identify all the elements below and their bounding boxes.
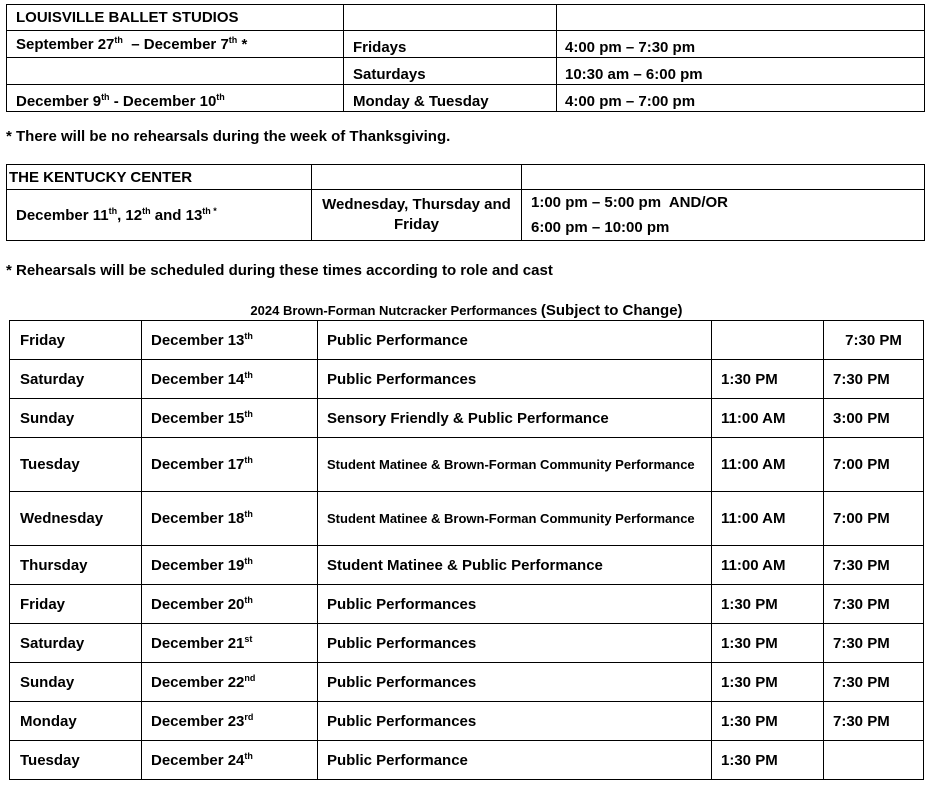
date-cell: December 20th (142, 585, 318, 624)
studios-title: LOUISVILLE BALLET STUDIOS (7, 5, 344, 31)
date-cell: December 21st (142, 624, 318, 663)
days: Monday & Tuesday (344, 85, 557, 112)
empty-cell (344, 5, 557, 31)
event-cell: Public Performances (318, 360, 712, 399)
date-cell: December 13th (142, 321, 318, 360)
event-cell: Sensory Friendly & Public Performance (318, 399, 712, 438)
time-cell: 11:00 AM (712, 399, 824, 438)
time-cell: 11:00 AM (712, 546, 824, 585)
day-cell: Tuesday (10, 741, 142, 780)
time-cell: 1:30 PM (712, 663, 824, 702)
days: Wednesday, Thursday and Friday (312, 190, 522, 241)
time-slot: 1:00 pm – 5:00 pm AND/OR (531, 194, 728, 211)
time-cell: 11:00 AM (712, 438, 824, 492)
day-cell: Friday (10, 585, 142, 624)
performances-table (9, 320, 924, 780)
date-cell: December 17th (142, 438, 318, 492)
table-row (7, 31, 925, 58)
event-cell: Public Performance (318, 741, 712, 780)
table-row (10, 663, 924, 702)
day-cell: Sunday (10, 399, 142, 438)
table-row (7, 190, 925, 241)
date-range: September 27th – December 7th * (7, 31, 344, 58)
time-cell (712, 321, 824, 360)
times: 4:00 pm – 7:30 pm (557, 31, 925, 58)
empty-cell (7, 58, 344, 85)
table-row (10, 360, 924, 399)
rehearsal-note: * Rehearsals will be scheduled during these times according to role and cast (6, 262, 553, 279)
time-cell: 7:30 PM (824, 702, 924, 741)
time-cell (824, 741, 924, 780)
time-cell: 7:30 PM (824, 360, 924, 399)
time-cell: 3:00 PM (824, 399, 924, 438)
day-cell: Friday (10, 321, 142, 360)
time-cell: 1:30 PM (712, 585, 824, 624)
date-cell: December 22nd (142, 663, 318, 702)
event-cell: Student Matinee & Brown-Forman Community Performance (318, 438, 712, 492)
time-slot: 6:00 pm – 10:00 pm (531, 219, 670, 236)
table-row (10, 702, 924, 741)
times (522, 190, 925, 241)
date-cell: December 19th (142, 546, 318, 585)
time-cell: 7:30 PM (824, 663, 924, 702)
table-row (7, 85, 925, 112)
time-cell: 11:00 AM (712, 492, 824, 546)
table-row (10, 399, 924, 438)
days: Saturdays (344, 58, 557, 85)
day-cell: Wednesday (10, 492, 142, 546)
table-row (10, 741, 924, 780)
date-range: December 11th, 12th and $13^{th *}$ (7, 190, 312, 241)
thanksgiving-note: * There will be no rehearsals during the week of Thanksgiving. (6, 128, 451, 145)
date-cell: December 15th (142, 399, 318, 438)
table-row (10, 321, 924, 360)
table-row (10, 438, 924, 492)
event-cell: Public Performances (318, 663, 712, 702)
event-cell: Public Performances (318, 624, 712, 663)
kentucky-center-table (6, 164, 925, 241)
performances-caption: 2024 Brown-Forman Nutcracker Performances (Subject to Change) (250, 302, 683, 319)
empty-cell (522, 165, 925, 190)
empty-cell (312, 165, 522, 190)
times: 4:00 pm – 7:00 pm (557, 85, 925, 112)
day-cell: Sunday (10, 663, 142, 702)
day-cell: Tuesday (10, 438, 142, 492)
date-cell: December 18th (142, 492, 318, 546)
table-row (7, 58, 925, 85)
table-row (10, 624, 924, 663)
table-row (10, 492, 924, 546)
date-cell: December 24th (142, 741, 318, 780)
event-cell: Student Matinee & Public Performance (318, 546, 712, 585)
day-cell: Thursday (10, 546, 142, 585)
table-row (10, 585, 924, 624)
time-cell: 7:00 PM (824, 492, 924, 546)
event-cell: Student Matinee & Brown-Forman Community Performance (318, 492, 712, 546)
event-cell: Public Performances (318, 702, 712, 741)
center-title: THE KENTUCKY CENTER (7, 165, 312, 190)
table-row (7, 5, 925, 31)
time-cell: 7:30 PM (824, 585, 924, 624)
day-cell: Saturday (10, 360, 142, 399)
time-cell: 1:30 PM (712, 624, 824, 663)
time-cell: 7:30 PM (824, 321, 924, 360)
times: 10:30 am – 6:00 pm (557, 58, 925, 85)
empty-cell (557, 5, 925, 31)
time-cell: 7:30 PM (824, 624, 924, 663)
studios-schedule-table (6, 4, 925, 112)
time-cell: 1:30 PM (712, 360, 824, 399)
event-cell: Public Performance (318, 321, 712, 360)
event-cell: Public Performances (318, 585, 712, 624)
days: Fridays (344, 31, 557, 58)
time-cell: 7:30 PM (824, 546, 924, 585)
day-cell: Monday (10, 702, 142, 741)
time-cell: 1:30 PM (712, 741, 824, 780)
time-cell: 7:00 PM (824, 438, 924, 492)
table-row (10, 546, 924, 585)
date-range: December 9th - December 10th (7, 85, 344, 112)
date-cell: December 23rd (142, 702, 318, 741)
date-cell: December 14th (142, 360, 318, 399)
table-row (7, 165, 925, 190)
time-cell: 1:30 PM (712, 702, 824, 741)
day-cell: Saturday (10, 624, 142, 663)
